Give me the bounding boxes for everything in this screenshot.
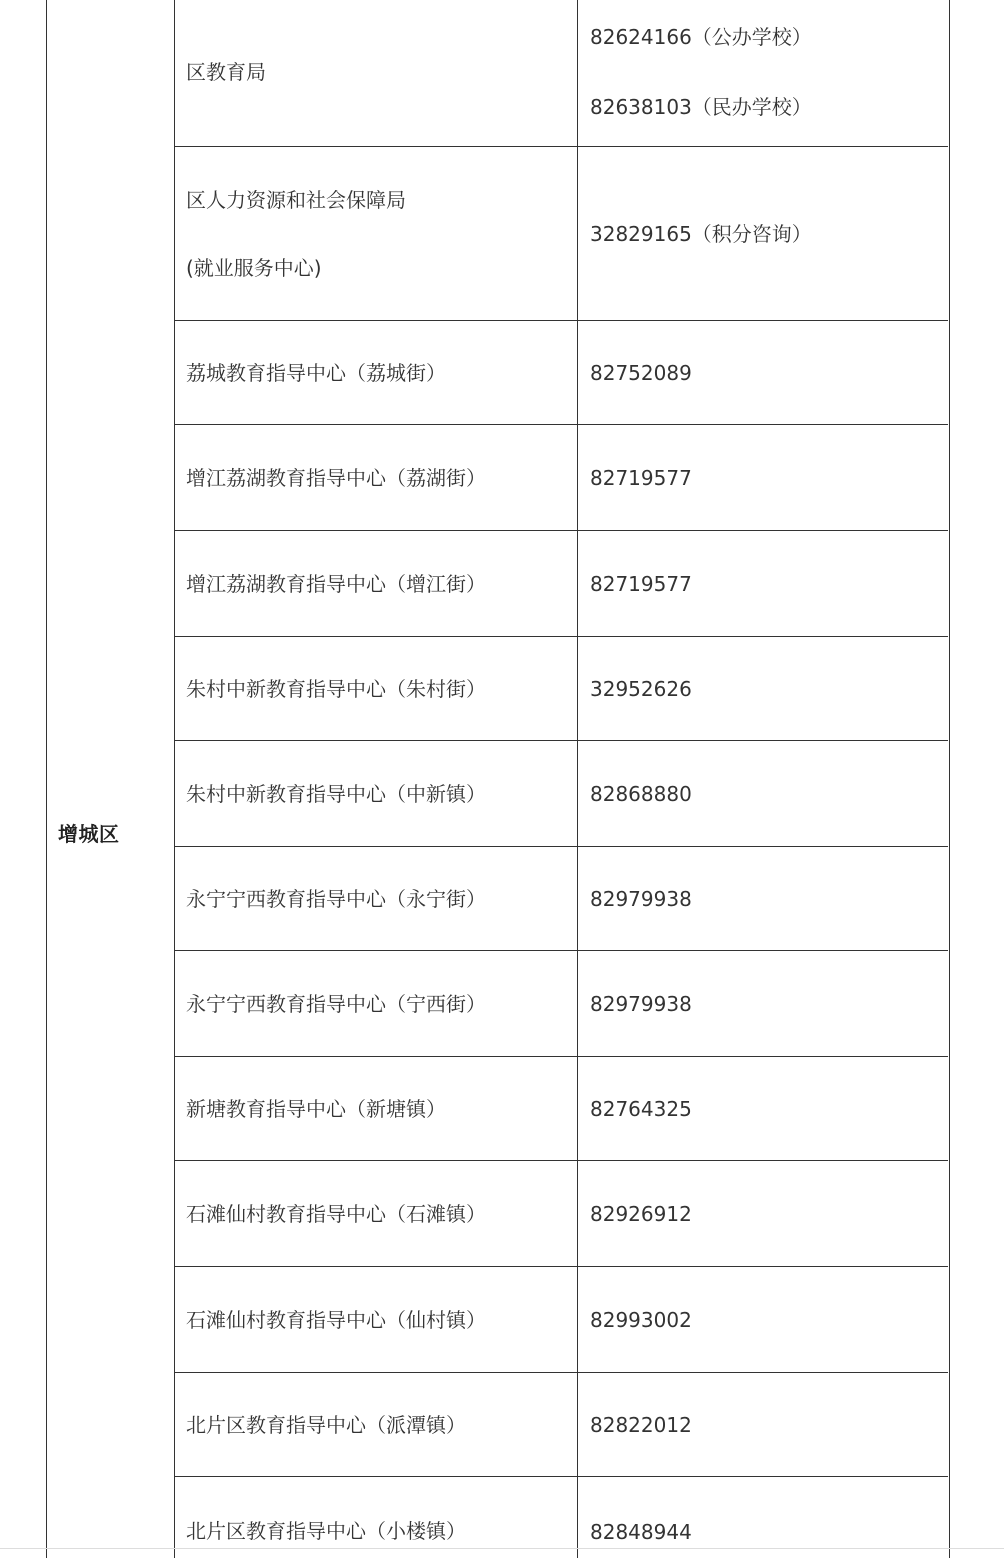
- phone-number: 82822012: [590, 1412, 692, 1437]
- phone-number: 82979938: [590, 991, 692, 1016]
- phone-number: 82624166（公办学校）: [590, 25, 812, 49]
- phone-cell: [578, 847, 948, 950]
- phone-cell: [578, 531, 948, 636]
- table-row: [174, 425, 948, 531]
- phone-cell: [578, 1267, 948, 1372]
- org-name: 区人力资源和社会保障局: [186, 187, 406, 212]
- table-row: [174, 1373, 948, 1477]
- phone-cell: [578, 1477, 948, 1558]
- org-cell: [175, 1161, 578, 1266]
- phone-number: 32952626: [590, 676, 692, 701]
- phone-number: 82979938: [590, 886, 692, 911]
- phone-cell: [578, 637, 948, 740]
- org-name: 永宁宁西教育指导中心（宁西街）: [186, 991, 486, 1016]
- phone-number: 82993002: [590, 1307, 692, 1332]
- phone-cell: [578, 1057, 948, 1160]
- table-row: [174, 321, 948, 425]
- org-name: 增江荔湖教育指导中心（荔湖街）: [186, 465, 486, 490]
- org-name: 荔城教育指导中心（荔城街）: [186, 360, 446, 385]
- org-cell: [175, 1057, 578, 1160]
- phone-cell: [578, 1161, 948, 1266]
- org-cell: [175, 1373, 578, 1476]
- phone-number: 82848944: [590, 1520, 692, 1544]
- org-cell: [175, 847, 578, 950]
- table-row: [174, 1161, 948, 1267]
- org-cell: [175, 637, 578, 740]
- org-name: 北片区教育指导中心（派潭镇）: [186, 1412, 466, 1437]
- phone-cell: [578, 741, 948, 846]
- org-cell: [175, 321, 578, 424]
- org-cell: [175, 425, 578, 530]
- org-name: 永宁宁西教育指导中心（永宁街）: [186, 886, 486, 911]
- table-row: [174, 0, 948, 147]
- phone-cell: [578, 951, 948, 1056]
- table-row: [174, 147, 948, 321]
- phone-cell: [578, 321, 948, 424]
- org-name: 区教育局: [186, 60, 266, 84]
- org-cell: [175, 147, 578, 320]
- org-cell: [175, 1477, 578, 1558]
- org-name: 石滩仙村教育指导中心（石滩镇）: [186, 1201, 486, 1226]
- org-name: 朱村中新教育指导中心（朱村街）: [186, 676, 486, 701]
- phone-number: 32829165（积分咨询）: [590, 221, 812, 246]
- region-cell: [46, 0, 174, 1558]
- table-row: [174, 847, 948, 951]
- phone-cell: [578, 1373, 948, 1476]
- table-row: [174, 1057, 948, 1161]
- table-row: [174, 1267, 948, 1373]
- phone-number: 82926912: [590, 1201, 692, 1226]
- org-cell: [175, 1267, 578, 1372]
- table-row: [174, 531, 948, 637]
- org-name: 增江荔湖教育指导中心（增江街）: [186, 571, 486, 596]
- region-label: 增城区: [58, 822, 120, 846]
- table-row: [174, 637, 948, 741]
- phone-number: 82719577: [590, 465, 692, 490]
- org-cell: [175, 0, 578, 146]
- phone-cell: [578, 0, 948, 146]
- phone-number: 82752089: [590, 360, 692, 385]
- org-name: 石滩仙村教育指导中心（仙村镇）: [186, 1307, 486, 1332]
- phone-cell: [578, 147, 948, 320]
- phone-number: 82719577: [590, 571, 692, 596]
- phone-number: 82764325: [590, 1096, 692, 1121]
- table-row: [174, 741, 948, 847]
- org-cell: [175, 951, 578, 1056]
- org-name: (就业服务中心): [186, 255, 322, 280]
- org-name: 朱村中新教育指导中心（中新镇）: [186, 781, 486, 806]
- phone-number: 82638103（民办学校）: [590, 95, 812, 119]
- org-cell: [175, 741, 578, 846]
- org-name: 新塘教育指导中心（新塘镇）: [186, 1096, 446, 1121]
- table-row: [174, 1477, 948, 1558]
- org-cell: [175, 531, 578, 636]
- divider: [0, 1548, 1004, 1549]
- table-row: [174, 951, 948, 1057]
- org-name: 北片区教育指导中心（小楼镇）: [186, 1519, 466, 1543]
- phone-number: 82868880: [590, 781, 692, 806]
- phone-cell: [578, 425, 948, 530]
